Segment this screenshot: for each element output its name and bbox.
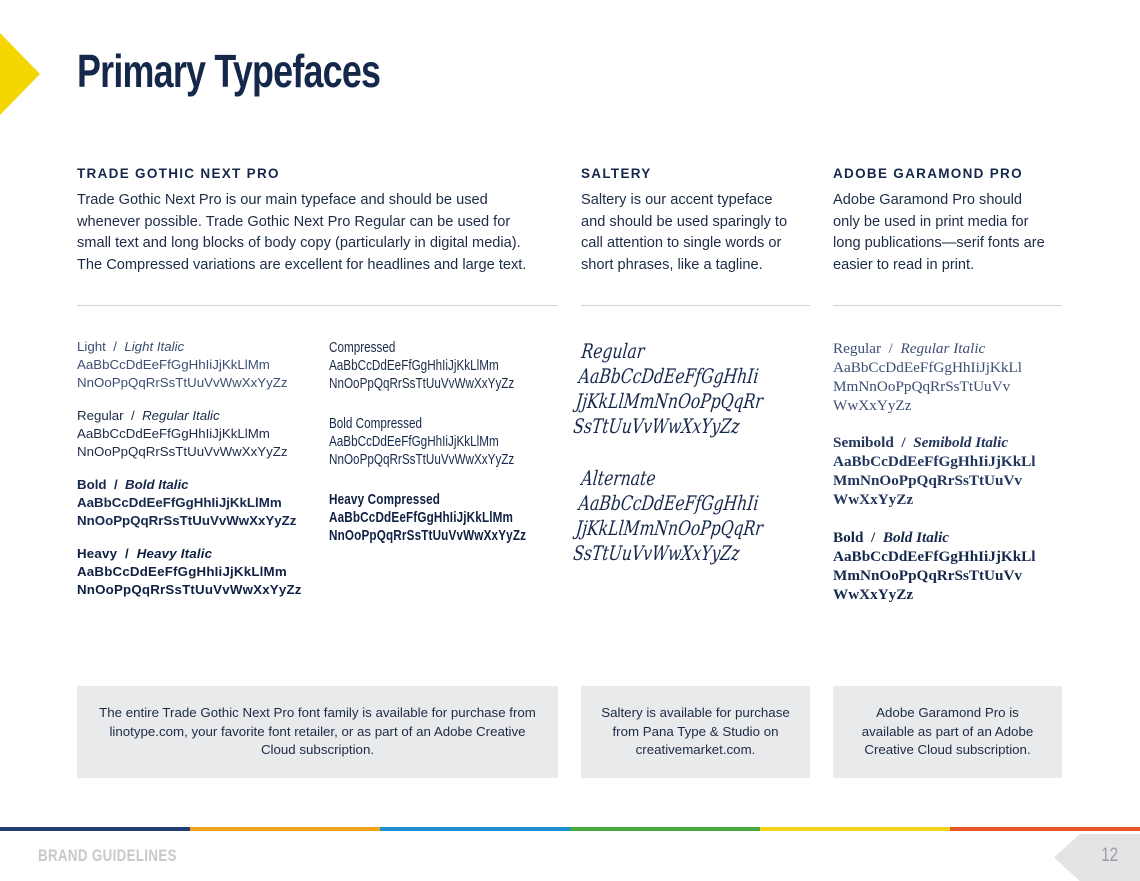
garamond-heading: ADOBE GARAMOND PRO <box>833 166 1023 181</box>
tg-regular-specimen: Regular / Regular Italic AaBbCcDdEeFfGgHhIiJjKkLlMm NnOoPpQqRrSsTtUuVvWwXxYyZz <box>77 408 288 459</box>
saltery-column <box>581 166 811 277</box>
trade-gothic-heading: TRADE GOTHIC NEXT PRO <box>77 166 280 181</box>
color-bar <box>0 827 1140 831</box>
color-bar-segment <box>950 827 1140 831</box>
tg-compressed-specimen: Compressed AaBbCcDdEeFfGgHhIiJjKkLlMm NnOoPpQqRrSsTtUuVvWwXxYyZz <box>329 339 515 392</box>
trade-gothic-description: Trade Gothic Next Pro is our main typeface and should be used whenever possible. Trade Gothic Next Pro Regular can be used for small text and long blocks of body copy (particularly in digital media). The Compressed variations are excellent for headlines and large text. <box>77 192 527 274</box>
page-number: 12 <box>1101 845 1118 866</box>
tg-light-specimen: Light / Light Italic AaBbCcDdEeFfGgHhIiJjKkLlMm NnOoPpQqRrSsTtUuVvWwXxYyZz <box>77 339 288 390</box>
tg-bold-specimen: Bold / Bold Italic AaBbCcDdEeFfGgHhIiJjKkLlMm NnOoPpQqRrSsTtUuVvWwXxYyZz <box>77 477 297 528</box>
tg-heavy-compressed-specimen: Heavy Compressed AaBbCcDdEeFfGgHhIiJjKkLlMm NnOoPpQqRrSsTtUuVvWwXxYyZz <box>329 491 527 544</box>
trade-gothic-availability-box: The entire Trade Gothic Next Pro font family is available for purchase from linotype.com, your favorite font retailer, or as part of an Adobe Creative Cloud subscription. <box>77 686 558 778</box>
color-bar-segment <box>190 827 380 831</box>
trade-gothic-column <box>77 166 557 277</box>
garamond-regular-specimen: Regular / Regular Italic AaBbCcDdEeFfGgHhIiJjKkLl MmNnOoPpQqRrSsTtUuVv WwXxYyZz <box>833 340 1022 414</box>
saltery-alternate-specimen: Alternate AaBbCcDdEeFfGgHhIi JjKkLlMmNnOoPpQqRr SsTtUuVvWwXxYyZz <box>572 466 765 565</box>
tg-bold-compressed-specimen: Bold Compressed AaBbCcDdEeFfGgHhIiJjKkLlMm NnOoPpQqRrSsTtUuVvWwXxYyZz <box>329 415 515 468</box>
garamond-description: Adobe Garamond Pro should only be used in print media for long publications—serif fonts are easier to read in print. <box>833 192 1045 274</box>
garamond-column <box>833 166 1073 277</box>
garamond-semibold-specimen: Semibold / Semibold Italic AaBbCcDdEeFfGgHhIiJjKkLl MmNnOoPpQqRrSsTtUuVv WwXxYyZz <box>833 434 1036 508</box>
color-bar-segment <box>0 827 190 831</box>
divider <box>77 305 558 306</box>
tg-heavy-specimen: Heavy / Heavy Italic AaBbCcDdEeFfGgHhIiJjKkLlMm NnOoPpQqRrSsTtUuVvWwXxYyZz <box>77 546 302 597</box>
saltery-regular-specimen: Regular AaBbCcDdEeFfGgHhIi JjKkLlMmNnOoPpQqRr SsTtUuVvWwXxYyZz <box>572 339 765 438</box>
page-title: Primary Typefaces <box>77 45 381 97</box>
saltery-availability-box: Saltery is available for purchase from Pana Type & Studio on creativemarket.com. <box>581 686 810 778</box>
color-bar-segment <box>380 827 570 831</box>
color-bar-segment <box>760 827 950 831</box>
accent-triangle <box>0 33 40 115</box>
divider <box>581 305 810 306</box>
page-number-tab <box>1054 834 1140 881</box>
saltery-heading: SALTERY <box>581 166 652 181</box>
color-bar-segment <box>570 827 760 831</box>
saltery-description: Saltery is our accent typeface and should be used sparingly to call attention to single words or short phrases, like a tagline. <box>581 192 788 274</box>
divider <box>833 305 1062 306</box>
garamond-availability-box: Adobe Garamond Pro is available as part of an Adobe Creative Cloud subscription. <box>833 686 1062 778</box>
garamond-bold-specimen: Bold / Bold Italic AaBbCcDdEeFfGgHhIiJjKkLl MmNnOoPpQqRrSsTtUuVv WwXxYyZz <box>833 529 1036 603</box>
footer-label: BRAND GUIDELINES <box>38 846 177 865</box>
